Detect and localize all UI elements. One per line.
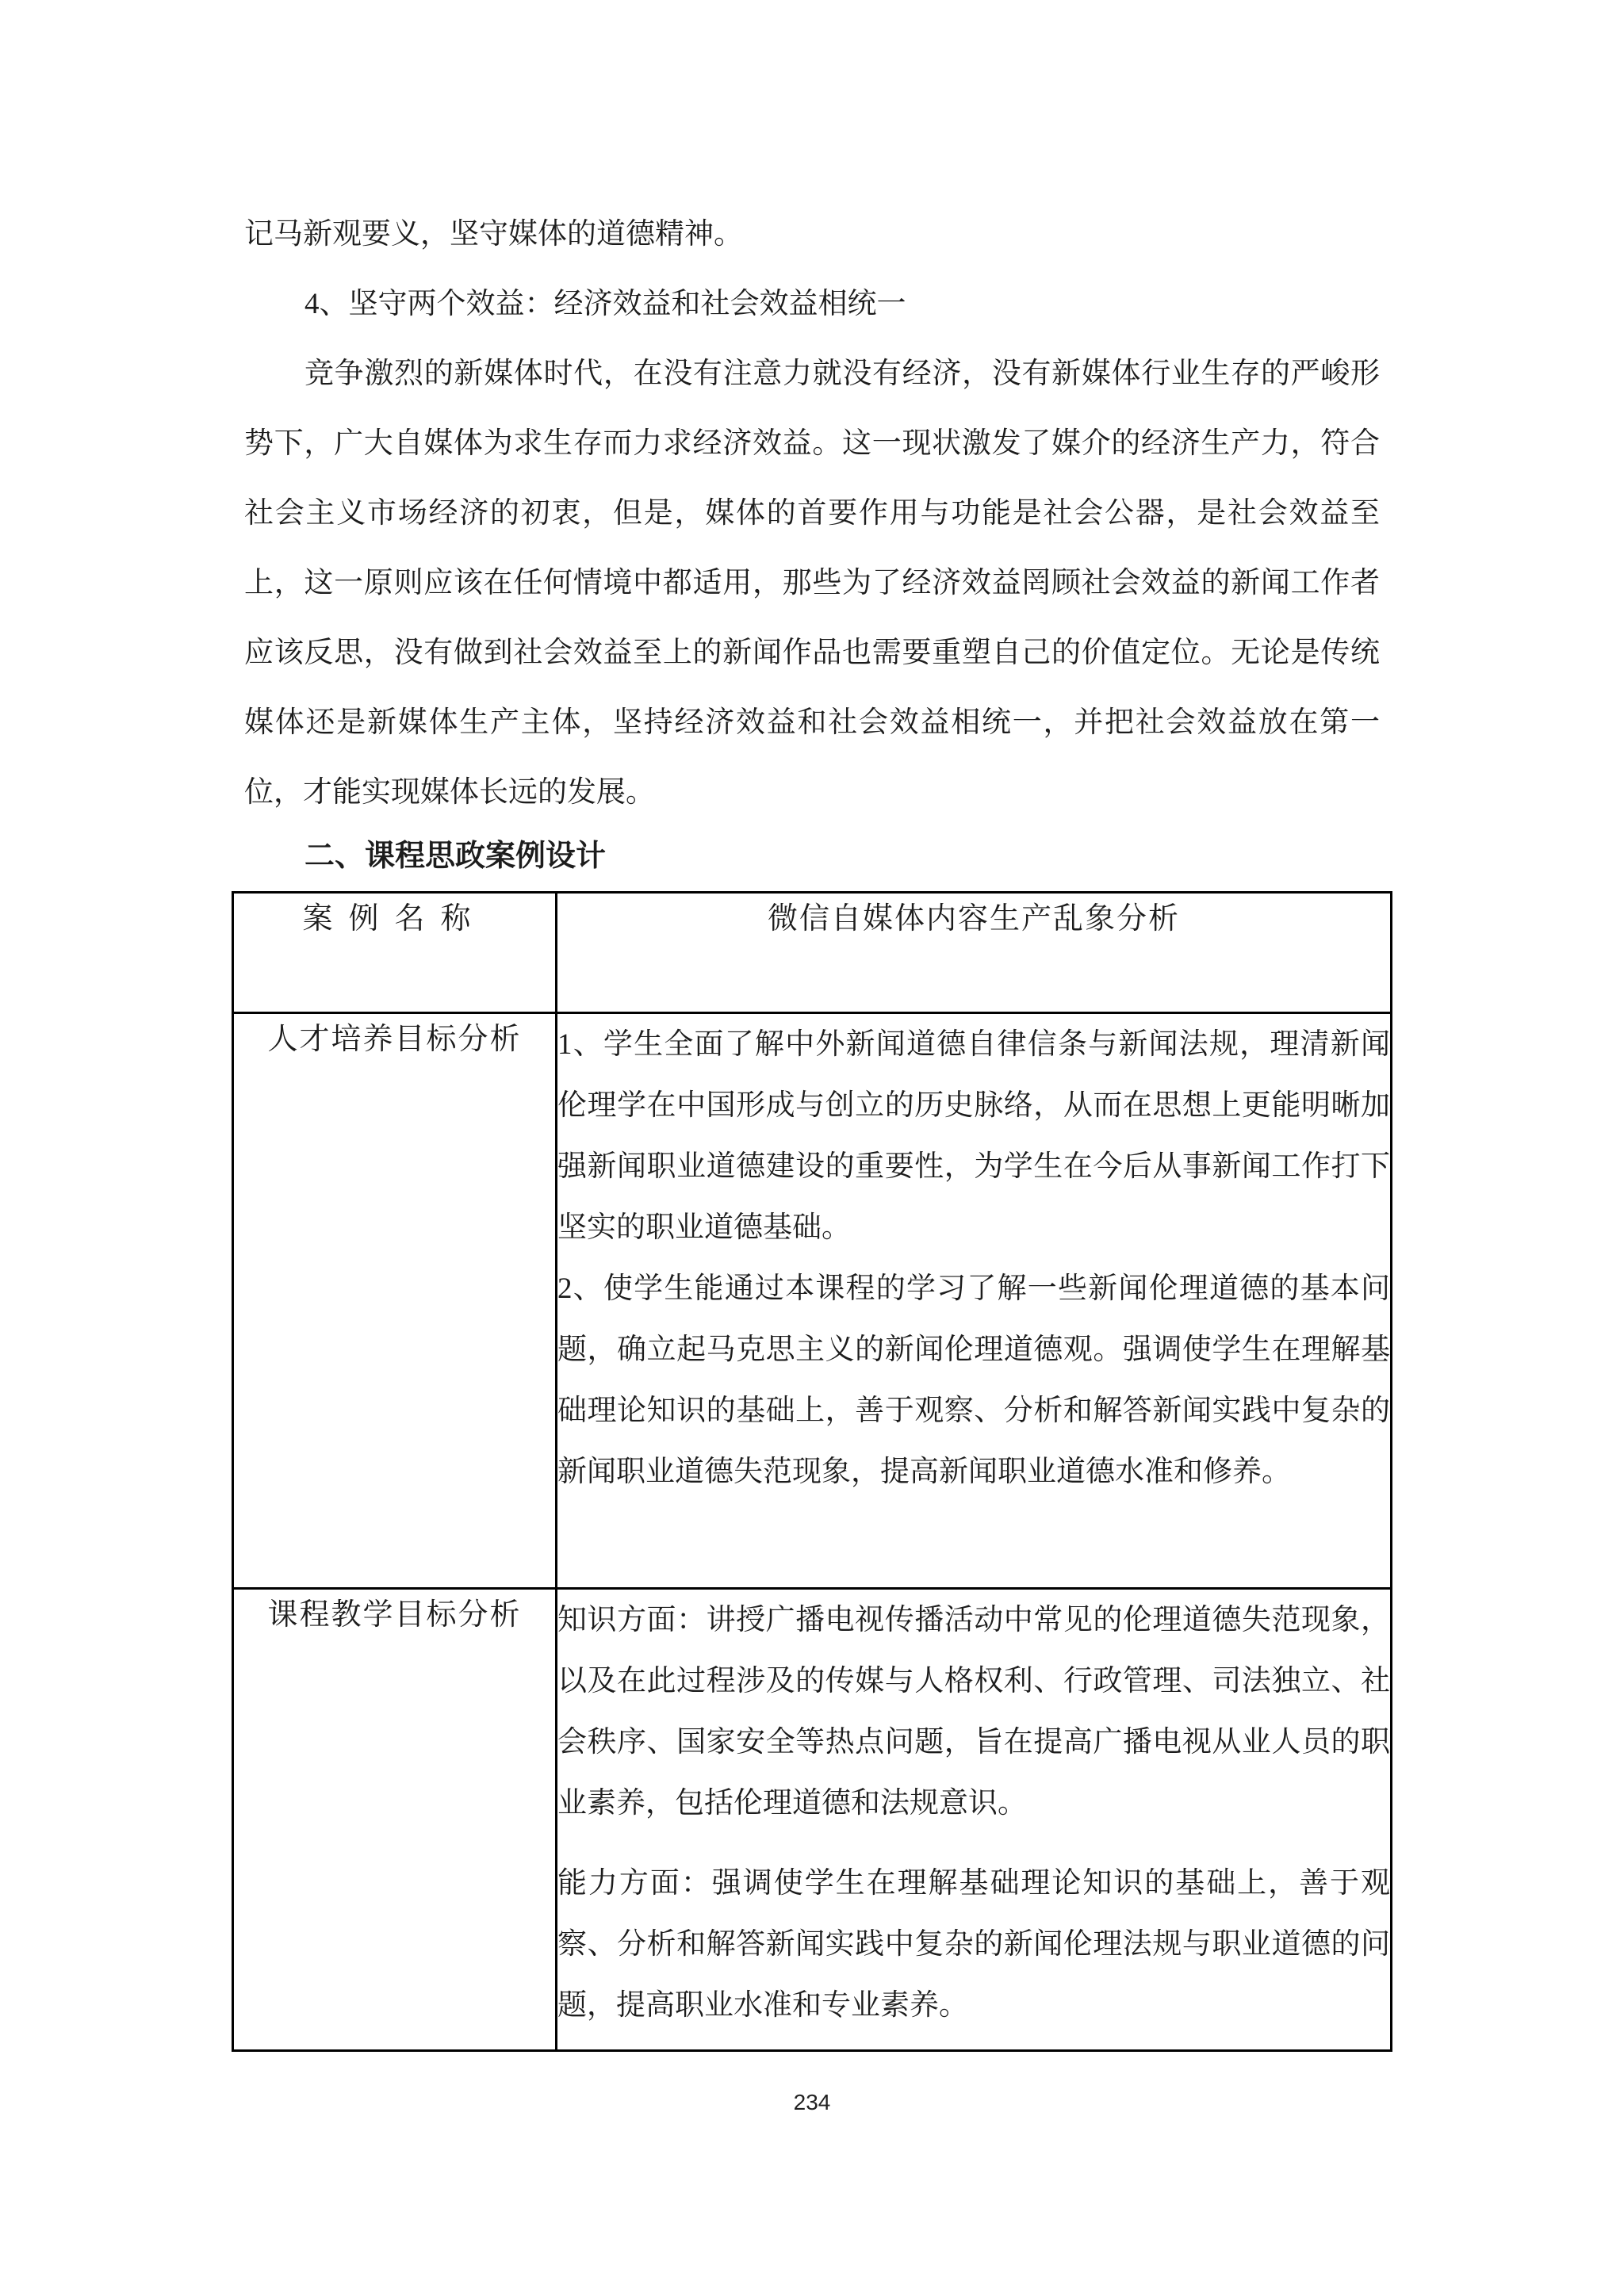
paragraph: 1、学生全面了解中外新闻道德自律信条与新闻法规，理清新闻伦理学在中国形成与创立的历史脉络，从而在思想上更能明晰加强新闻职业道德建设的重要性，为学生在今后从事新闻工作打下坚实的职业道德基础。 [557,1028,1390,1244]
body-paragraph: 竞争激烈的新媒体时代，在没有注意力就没有经济，没有新媒体行业生存的严峻形势下，广大自媒体为求生存而力求经济效益。这一现状激发了媒介的经济生产力，符合社会主义市场经济的初衷，但是，媒体的首要作用与功能是社会公器，是社会效益至上，这一原则应该在任何情境中都适用，那些为了经济效益罔顾社会效益的新闻工作者应该反思，没有做到社会效益至上的新闻作品也需要重塑自己的价值定位。无论是传统媒体还是新媒体生产主体，坚持经济效益和社会效益相统一，并把社会效益放在第一位，才能实现媒体长远的发展。 [244,358,1380,809]
case-design-table [232,891,1392,2052]
body-line-continuation: 记马新观要义，坚守媒体的道德精神。 [244,218,743,251]
header-cell-case-title: 微信自媒体内容生产乱象分析 [557,893,1392,1013]
page-number: 234 [793,2090,831,2114]
paragraph: 知识方面：讲授广播电视传播活动中常见的伦理道德失范现象，以及在此过程涉及的传媒与人格权利、行政管理、司法独立、社会秩序、国家安全等热点问题，旨在提高广播电视从业人员的职业素养，包括伦理道德和法规意识。 [557,1604,1390,1820]
paragraph: 2、使学生能通过本课程的学习了解一些新闻伦理道德的基本问题，确立起马克思主义的新闻伦理道德观。强调使学生在理解基础理论知识的基础上，善于观察、分析和解答新闻实践中复杂的新闻职业道德失范现象，提高新闻职业道德水准和修养。 [557,1272,1390,1488]
table-header-row [233,893,1392,1013]
item-heading-two-benefits: 4、坚守两个效益：经济效益和社会效益相统一 [304,288,906,320]
document-content [244,200,1390,2052]
row-content-talent-goals [557,1013,1392,1589]
row-content-course-goals [557,1589,1392,2051]
table-row-talent-goals [233,1013,1392,1589]
header-cell-case-name: 案例名称 [233,893,557,1013]
row-label-talent-goals: 人才培养目标分析 [233,1013,557,1589]
section-heading-case-design: 二、课程思政案例设计 [304,840,607,873]
row-label-course-goals: 课程教学目标分析 [233,1589,557,2051]
paragraph: 能力方面：强调使学生在理解基础理论知识的基础上，善于观察、分析和解答新闻实践中复杂的新闻伦理法规与职业道德的问题，提高职业水准和专业素养。 [557,1867,1390,2022]
table-row-course-goals [233,1589,1392,2051]
